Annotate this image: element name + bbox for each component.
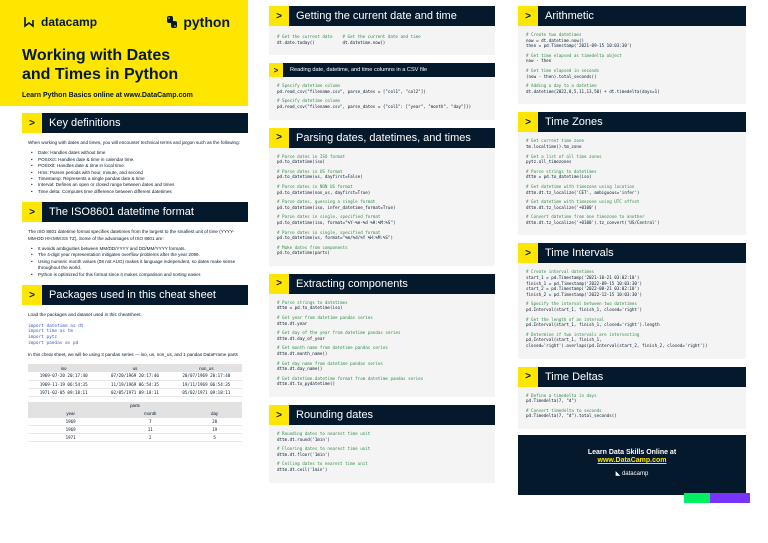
chevron-right-icon: >	[518, 112, 538, 132]
table-cell: 11/19/1969 06:54:35	[99, 380, 170, 388]
parts-table	[28, 402, 242, 443]
list-item: • Interval: Defines an open or closed range between dates and times	[28, 182, 242, 188]
code-comment: # Create two datetimes	[526, 32, 582, 37]
code-block	[526, 317, 738, 328]
code-line: pd.to_datetime(iso, infer_datetime_format=True)	[277, 204, 396, 210]
table-cell: 1971	[28, 434, 113, 442]
code-line: pytz.all_timezones	[526, 159, 572, 165]
iso8601-header: > The ISO8601 datetime format	[22, 202, 248, 222]
code-block	[277, 300, 487, 311]
code-block	[526, 214, 738, 225]
hero-link[interactable]: Learn Python Basics online at www.DataCamp.com	[22, 92, 193, 99]
code-comment: # Convert datetime from one timezone to another	[526, 214, 645, 220]
code-line: now - then	[526, 58, 552, 64]
chevron-right-icon: >	[269, 405, 289, 425]
code-block	[526, 169, 738, 180]
code-line: dttm.dt.day_of_year	[277, 335, 325, 341]
code-comment: # Get time elapsed in seconds	[526, 67, 600, 73]
table-row	[28, 434, 242, 442]
code-block	[526, 332, 738, 349]
code-line: dttm.dt.to_pydatetime()	[277, 381, 335, 387]
chevron-right-icon: >	[518, 243, 538, 263]
csv-body	[269, 77, 495, 119]
code-line: dttm.dt.round('1min')	[277, 436, 330, 442]
table-cell: 05/02/1971 09:18:11	[171, 388, 242, 396]
parsing-body	[269, 148, 495, 266]
code-block	[277, 431, 487, 442]
table-header: day	[187, 410, 242, 418]
code-line: pd.to_datetime(us, format="%m/%d/%Y %H:%M:%S")	[277, 235, 393, 241]
code-line: pd.Interval(start_1, finish_1, closed='right').overlaps(pd.Interval(start_2, finish_2, closed='right'))	[526, 337, 708, 348]
code-line: pd.Timedelta(7, "d").total_seconds()	[526, 413, 617, 419]
code-comment: # Rounding dates to nearest time unit	[277, 431, 371, 436]
code-comment: # Get time elapsed as timedelta object	[526, 52, 622, 58]
code-block	[526, 138, 738, 149]
code-comment: # Get datetime.datetime format from datetime pandas series	[277, 375, 424, 381]
code-block	[277, 461, 487, 472]
code-comment: # Parse dates in NON US format	[277, 183, 353, 189]
left-column	[0, 0, 248, 543]
code-line: (now - then).total_seconds()	[526, 73, 597, 79]
table-row	[28, 418, 242, 426]
code-line: pd.to_datetime(non_us, dayfirst=True)	[277, 189, 371, 195]
code-comment: # Adding a day to a datetime	[526, 83, 597, 89]
parts-table-title: parts	[28, 402, 242, 410]
code-line: dt.datetime(2022,8,5,11,13,50) + dt.timedelta(days=1)	[526, 88, 660, 94]
list-item: • Date: Handles dates without time	[28, 150, 242, 156]
code-block	[277, 169, 487, 180]
code-comment: # Parse dates in single, specified format	[277, 229, 381, 235]
code-line: pd.Timedelta(7, "d")	[526, 398, 577, 404]
code-comment: # Specify the interval between two datetimes	[526, 301, 637, 307]
code-comment: # Ceiling dates to nearest time unit	[277, 461, 368, 467]
table-row	[28, 426, 242, 434]
list-item: • Hms: Parses periods with hour, minute, and second	[28, 170, 242, 176]
deltas-header: > Time Deltas	[518, 367, 746, 387]
code-comment: # Parse dates in ISO format	[277, 153, 346, 159]
list-item: • POSIXlt: Handles date & time in local time.	[28, 163, 242, 169]
csv-header: > Reading date, datetime, and time columns in a CSV file	[269, 63, 495, 77]
table-cell: 5	[187, 434, 242, 442]
python-logo	[165, 14, 230, 30]
code-line: pd.Interval(start_1, finish_1, closed='right')	[526, 307, 642, 313]
parsing-header: > Parsing dates, datetimes, and times	[269, 128, 495, 148]
code-line: dttm.dt.month_name()	[277, 351, 328, 357]
table-cell: 02/05/1971 09:18:11	[99, 388, 170, 396]
code-block	[277, 154, 487, 165]
list-item: • The 4-digit year representation mitigates overflow problems after the year 2099.	[28, 252, 242, 258]
chevron-right-icon: >	[22, 113, 42, 133]
table-cell: 19/11/1969 06:54:35	[171, 380, 242, 388]
code-comment: # Specify datetime column	[277, 83, 341, 89]
series-table	[28, 364, 242, 397]
table-header: non_us	[171, 364, 242, 372]
chevron-right-icon: >	[269, 274, 289, 294]
code-line: now = dt.datetime.now() then = pd.Timestamp('2021-09-15 10:03:30')	[526, 37, 632, 49]
code-comment: # Get datetime with timezone using UTC offset	[526, 199, 640, 205]
intervals-body	[518, 263, 746, 358]
table-cell: 2	[113, 434, 187, 442]
promo-logo: ◣ datacamp	[615, 470, 649, 477]
code-block	[526, 68, 738, 79]
current-date-header: > Getting the current date and time	[269, 6, 495, 26]
list-item: • Using numeric month values (08 not AUG) makes it language independent, so dates make sense throughout the world.	[28, 259, 242, 272]
import-statements: import datetime as dt import time as tm import pytz import pandas as pd	[28, 323, 84, 346]
code-comment: # Create interval datetimes	[526, 269, 595, 275]
code-comment: # Parse strings to datetimes	[526, 168, 597, 174]
code-line: dttm.dt.ceil('1min')	[277, 466, 328, 472]
chevron-right-icon: >	[22, 285, 42, 305]
code-block	[526, 393, 738, 404]
table-cell: 1969	[28, 426, 113, 434]
hero-banner	[0, 0, 248, 106]
code-line: dttm.dt.day_name()	[277, 366, 323, 372]
code-block	[277, 446, 487, 457]
key-definitions-body: When working with dates and times, you will encounter technical terms and jargon such as the following: • Date: Handles dates without time • POSIXct: Handles date & time in calendar time. • POSIXlt: Handles date & time in local time. • Hms: Parses periods with hour, minute, and second • Timestamp: Represents a single pandas date & time • Interval: Defines an open or closed range between dates and times • Time delta: Computes time difference between different datetimes	[22, 133, 248, 202]
promo-link[interactable]: www.DataCamp.com	[597, 456, 667, 464]
code-block	[277, 83, 487, 94]
middle-column	[269, 6, 495, 483]
key-definitions-list	[28, 150, 242, 195]
python-icon	[165, 15, 179, 29]
table-header: us	[99, 364, 170, 372]
code-line: dttm = pd.to_datetime(iso)	[277, 305, 343, 311]
code-line: dttm.dt.tz_localize('+0100').tz_convert('US/Central')	[526, 219, 660, 225]
code-comment: # Determine if two intervals are intersecting	[526, 331, 640, 337]
table-cell: 20	[187, 418, 242, 426]
arithmetic-body	[518, 26, 746, 104]
code-block	[277, 214, 487, 225]
code-block	[526, 269, 738, 297]
table-cell: 1969	[28, 418, 113, 426]
code-block	[277, 315, 487, 326]
code-line: pd.to_datetime(parts)	[277, 250, 330, 256]
code-block	[526, 199, 738, 210]
code-line: pd.to_datetime(iso, format="%Y-%m-%d %H:%M:%S")	[277, 219, 396, 225]
code-comment: # Get year from datetime pandas series	[277, 315, 373, 321]
code-line: dttm.dt.tz_localize('+0100')	[526, 204, 597, 210]
intervals-header: > Time Intervals	[518, 243, 746, 263]
code-comment: # Parse dates in single, specified format	[277, 214, 381, 220]
chevron-right-icon: >	[269, 6, 289, 26]
iso8601-body: The ISO 8601 datetime format specifies datetimes from the largest to the smallest unit of time (YYYY-MM-DD HH:MM:SS TZ). Some of the advantages of ISO 8601 are: • It avoids ambiguities between MM/DD/YYYY and DD/MM/YYYY formats. • The 4-digit year representation mitigates overflow problems after the year 2099. • Using numeric month values (08 not AUG) makes it language independent, so dates make sense throughout the world. • Python is optimized for this format since it makes comparison and sorting easier.	[22, 222, 248, 285]
code-line: pd.to_datetime(iso)	[277, 159, 325, 165]
code-comment: # Parse strings to datetimes	[277, 299, 348, 305]
code-line: dttm = pd.to_datetime(iso)	[526, 174, 592, 180]
table-header: iso	[28, 364, 99, 372]
python-wordmark: python	[183, 14, 230, 30]
code-line: start_1 = pd.Timestamp('2021-10-21 03:02:10') finish_1 = pd.Timestamp('2022-09-15 10:03:30') start_2 = pd.Timestamp('2022-08-21 03:02:10') finish_2 = pd.Timestamp('2022-12-15 10:03:30')	[526, 275, 642, 297]
code-line: dttm.dt.year	[277, 320, 308, 326]
code-block	[526, 83, 738, 94]
table-cell: 7	[113, 418, 187, 426]
current-date-body: # Get the current date dt.date.today() # Get the current date and time dt.datetime.now()	[269, 26, 495, 55]
code-line: pd.read_csv("filename.csv", parse_dates = ["col1", "col2"])	[277, 88, 426, 94]
table-cell: 1969-07-20 20:17:40	[28, 372, 99, 380]
promo-text: Learn Data Skills Online at	[587, 448, 677, 456]
extracting-header: > Extracting components	[269, 274, 495, 294]
rounding-header: > Rounding dates	[269, 405, 495, 425]
table-cell: 11	[113, 426, 187, 434]
table-row	[28, 372, 242, 380]
code-block	[277, 199, 487, 210]
code-line: dttm.dt.tz_localize('CET', ambiguous='infer')	[526, 189, 640, 195]
code-comment: # Get the length of an interval	[526, 316, 605, 322]
brand-name: datacamp	[41, 15, 98, 29]
table-cell: 1969-11-19 06:54:35	[28, 380, 99, 388]
code-block	[526, 154, 738, 165]
code-comment: # Get day name from datetime pandas series	[277, 360, 383, 366]
code-block	[277, 345, 487, 356]
chevron-right-icon: >	[269, 128, 289, 148]
table-cell: 07/20/1969 20:17:40	[99, 372, 170, 380]
key-definitions-header: > Key definitions	[22, 113, 248, 133]
code-comment: # Get day of the year from datetime pandas series	[277, 330, 401, 336]
list-item: • POSIXct: Handles date & time in calendar time.	[28, 157, 242, 163]
chevron-right-icon: >	[518, 6, 538, 26]
list-item: • Timestamp: Represents a single pandas date & time	[28, 176, 242, 182]
code-block	[526, 301, 738, 312]
code-comment: # Parse dates in US format	[277, 168, 343, 174]
code-block	[526, 408, 738, 419]
code-line: tm.localtime().tm_zone	[526, 143, 582, 149]
decorative-stripe	[684, 493, 710, 503]
code-comment: # Convert timedelta to seconds	[526, 407, 602, 413]
code-block	[277, 184, 487, 195]
code-comment: # Flooring dates to nearest time unit	[277, 446, 371, 452]
chevron-right-icon: >	[269, 63, 283, 77]
code-comment: # Specify datetime column	[277, 98, 341, 104]
code-comment: # Get datetime with timezone using location	[526, 183, 635, 189]
datacamp-icon: ◣	[615, 470, 622, 477]
list-item: • Time delta: Computes time difference between different datetimes	[28, 189, 242, 195]
code-block	[277, 245, 487, 256]
code-comment: # Parse dates, guessing a single format	[277, 199, 376, 205]
code-line: pd.Interval(start_1, finish_1, closed='right').length	[526, 322, 660, 328]
promo-banner	[518, 435, 746, 495]
table-header: year	[28, 410, 113, 418]
code-block	[277, 330, 487, 341]
code-block	[277, 361, 487, 372]
code-comment: # Get current time zone	[526, 138, 584, 144]
extracting-body	[269, 294, 495, 397]
code-block	[277, 98, 487, 109]
timezones-header: > Time Zones	[518, 112, 746, 132]
code-block	[526, 32, 738, 49]
datacamp-icon	[22, 15, 36, 29]
table-header: month	[113, 410, 187, 418]
code-comment: # Get a list of all time zones	[526, 153, 602, 159]
list-item: • It avoids ambiguities between MM/DD/YYYY and DD/MM/YYYY formats.	[28, 246, 242, 252]
datacamp-logo	[22, 15, 97, 29]
packages-body: Load the packages and dataset used in this cheatsheet. import datetime as dt import time as tm import pytz import pandas as pd In this cheat sheet, we will be using 3 pandas series — iso, us, non_us, and 1 pandas DataFrame parts iso us non_us 1969-07-20 20:17:40 07/20/1969 20:17:40 20/07/1969 20:17:40 1969-11-19 06:54:35 11/19/1969 06:54:35 19/11/1969 06:54:35 1971-02-05 09:18:11 02/05/1971 09:18:11 05/02/1971 09:18:11 parts year month day 1969 7 20 1969 11 19 1971 2 5	[22, 305, 248, 449]
rounding-body	[269, 425, 495, 483]
code-block	[277, 376, 487, 387]
table-cell: 19	[187, 426, 242, 434]
iso8601-list	[28, 246, 242, 278]
code-line: pd.to_datetime(us, dayfirst=False)	[277, 174, 363, 180]
code-comment: # Get month name from datetime pandas series	[277, 345, 388, 351]
chevron-right-icon: >	[22, 202, 42, 222]
code-line: dttm.dt.floor('1min')	[277, 451, 330, 457]
code-block	[277, 230, 487, 241]
code-comment: # Define a timedelta in days	[526, 392, 597, 398]
table-cell: 1971-02-05 09:18:11	[28, 388, 99, 396]
page-title: Working with Dates and Times in Python	[22, 47, 179, 83]
code-block	[526, 184, 738, 195]
arithmetic-header: > Arithmetic	[518, 6, 746, 26]
deltas-body	[518, 387, 746, 429]
packages-header: > Packages used in this cheat sheet	[22, 285, 248, 305]
right-column	[518, 6, 746, 495]
code-block	[526, 53, 738, 64]
table-cell: 20/07/1969 20:17:40	[171, 372, 242, 380]
table-row	[28, 380, 242, 388]
list-item: • Python is optimized for this format since it makes comparison and sorting easier.	[28, 272, 242, 278]
code-line: pd.read_csv("filename.csv", parse_dates = {"col1": ["year", "month", "day"]})	[277, 103, 472, 109]
chevron-right-icon: >	[518, 367, 538, 387]
table-row	[28, 388, 242, 396]
timezones-body	[518, 132, 746, 235]
code-comment: # Make dates from components	[277, 244, 348, 250]
